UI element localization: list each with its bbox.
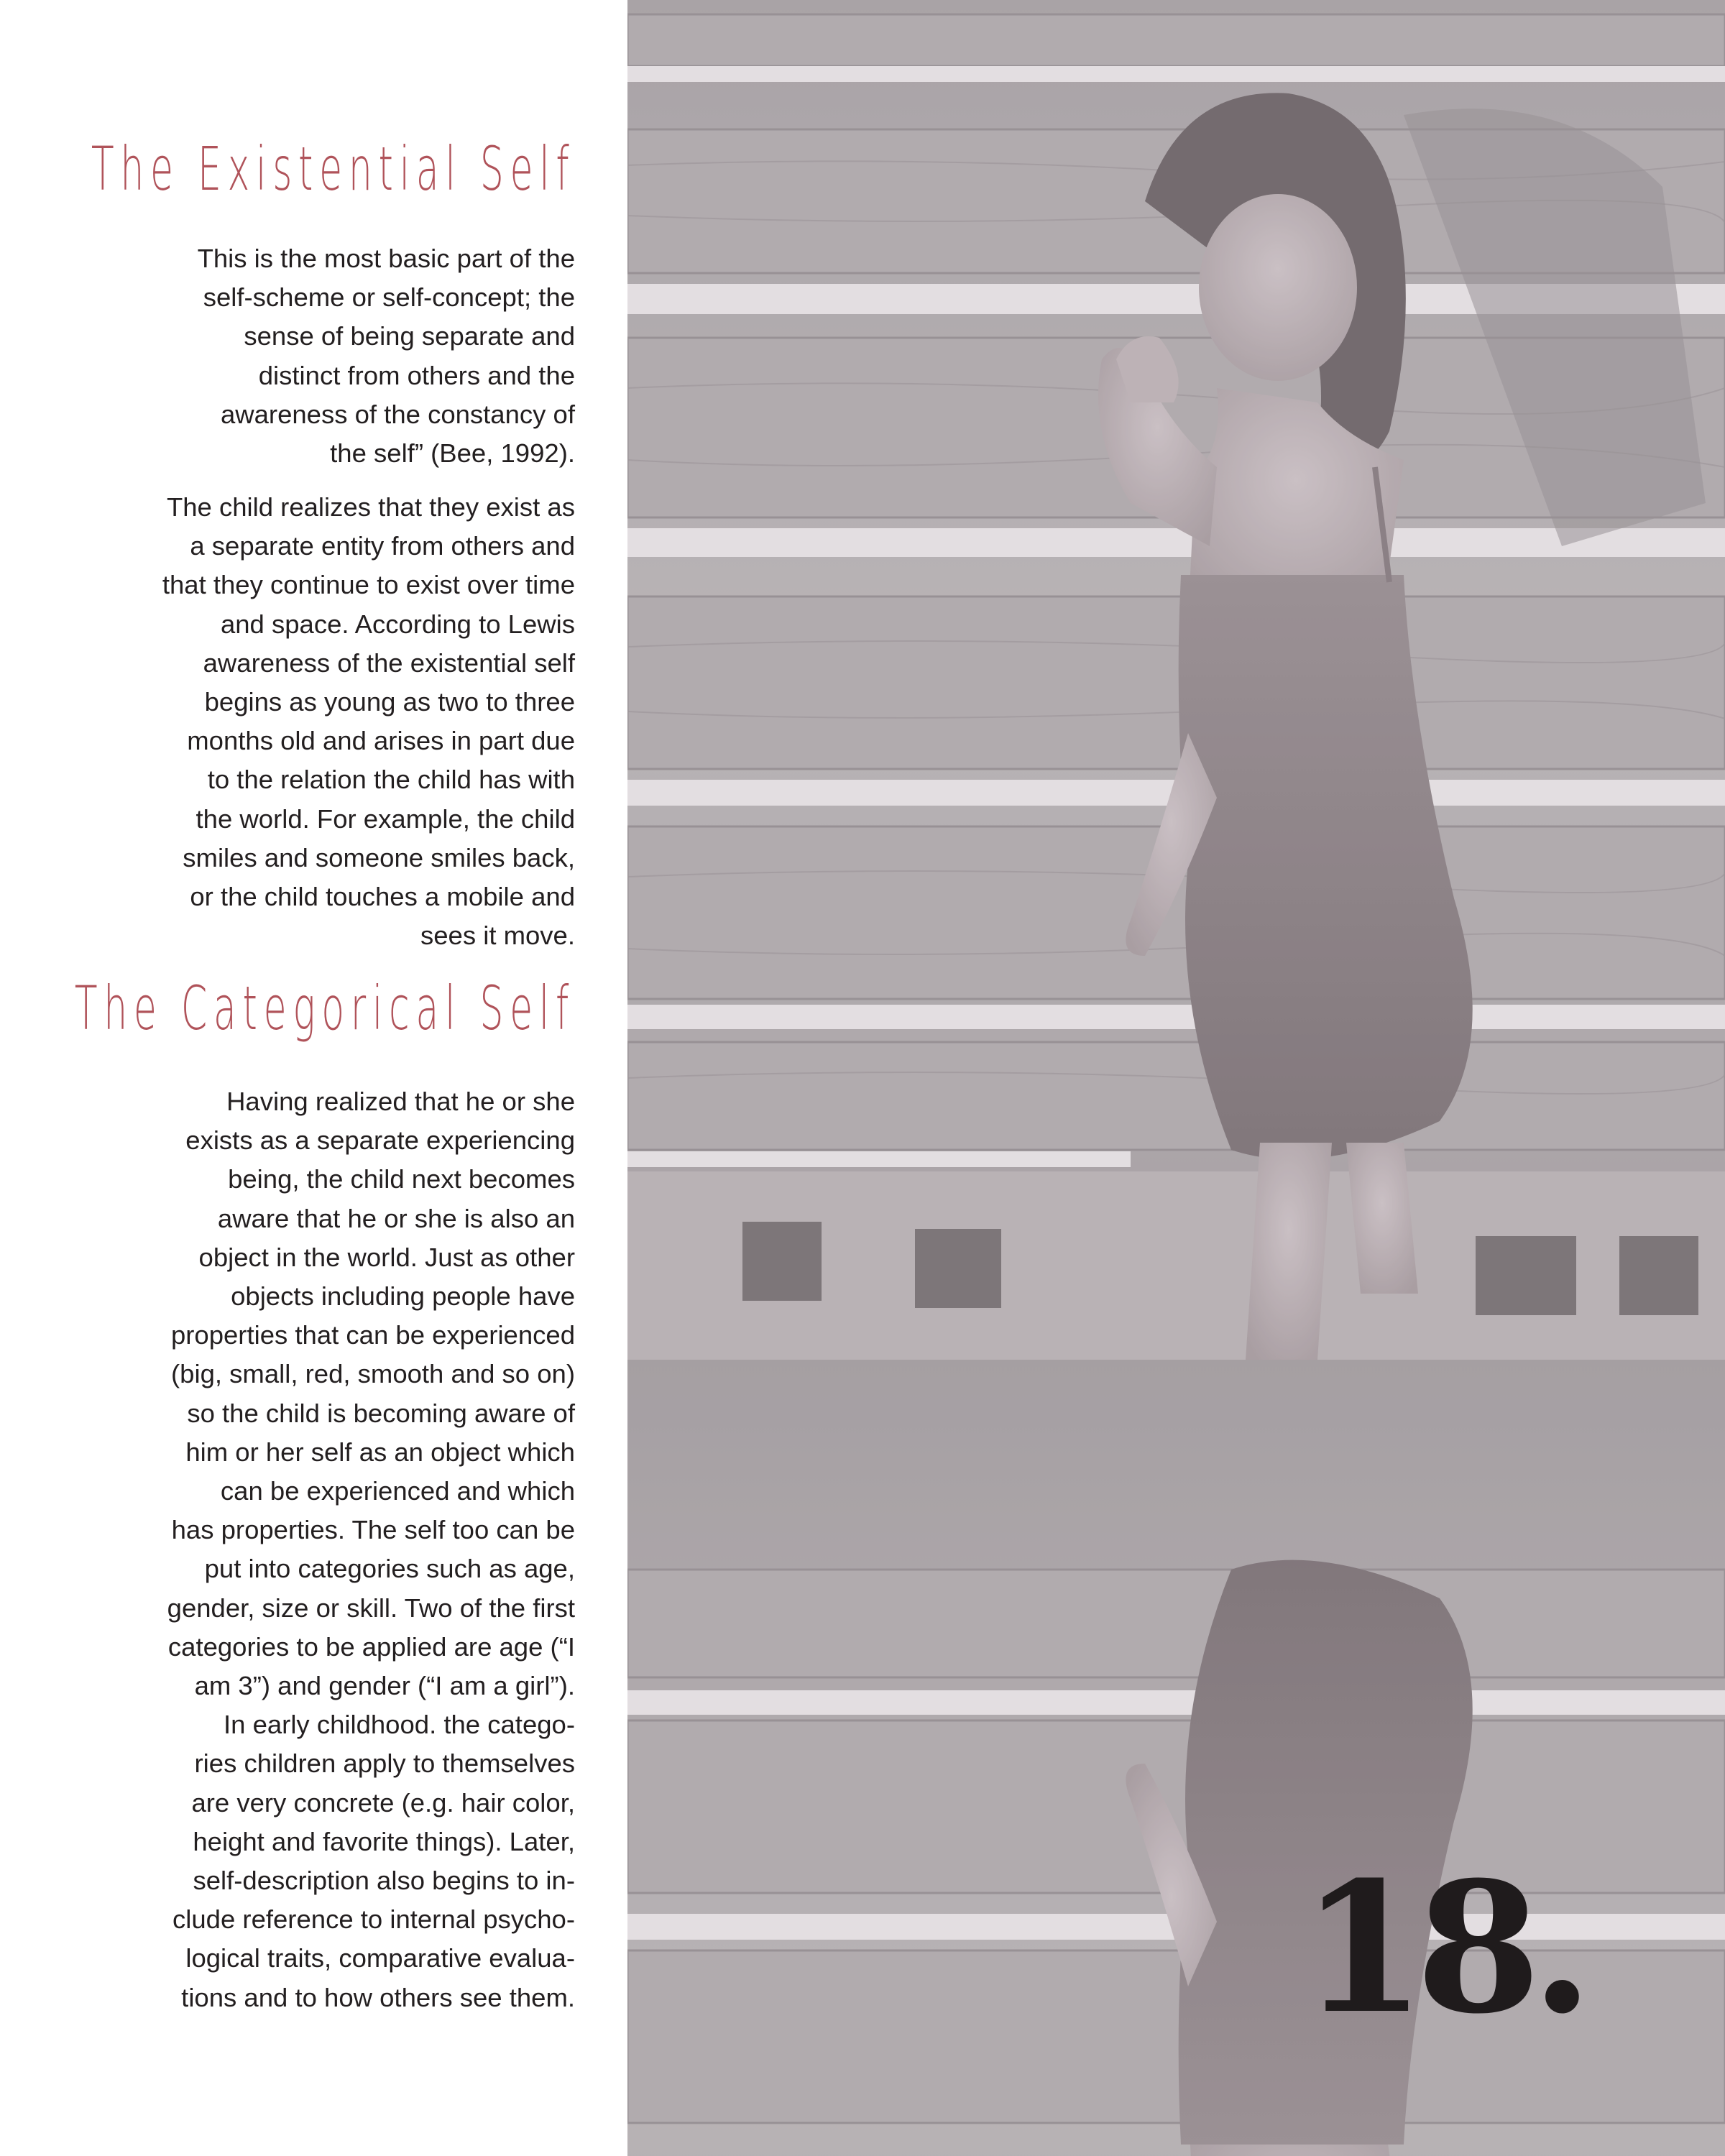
- text-line: the world. For example, the child: [196, 803, 575, 834]
- text-column: [74, 0, 575, 2156]
- text-line: aware that he or she is also an: [217, 1203, 575, 1233]
- text-line: has properties. The self too can be: [171, 1515, 575, 1545]
- text-line: Having realized that he or she: [226, 1087, 575, 1116]
- text-line: sees it move.: [420, 921, 575, 951]
- text-line: clude reference to internal psycho-: [172, 1904, 575, 1935]
- text-line: a separate entity from others and: [190, 531, 575, 561]
- text-line: This is the most basic part of the: [197, 244, 575, 273]
- text-line: exists as a separate experiencing: [185, 1125, 575, 1156]
- text-line: self-description also begins to in-: [193, 1866, 575, 1896]
- text-line: height and favorite things). Later,: [193, 1826, 575, 1856]
- text-line: so the child is becoming aware of: [187, 1398, 575, 1428]
- text-line: (big, small, red, smooth and so on): [171, 1359, 575, 1389]
- text-line: are very concrete (e.g. hair color,: [191, 1787, 575, 1818]
- text-line: put into categories such as age,: [204, 1554, 575, 1584]
- photo-upper-scene: [627, 0, 1725, 1360]
- text-line: tions and to how others see them.: [181, 1982, 575, 2012]
- text-line: awareness of the constancy of: [220, 399, 575, 429]
- text-line: and space. According to Lewis: [220, 609, 575, 639]
- paragraph-existential-development: [101, 488, 575, 955]
- text-line: him or her self as an object which: [185, 1437, 575, 1467]
- text-line: smiles and someone smiles back,: [183, 842, 575, 872]
- text-line: The child realizes that they exist as: [166, 492, 575, 522]
- section-heading-existential-self: The Existential Self: [91, 134, 575, 204]
- text-line: am 3”) and gender (“I am a girl”).: [194, 1671, 575, 1701]
- text-line: self-scheme or self-concept; the: [203, 282, 575, 313]
- text-line: ries children apply to themselves: [194, 1749, 575, 1779]
- text-line: being, the child next becomes: [228, 1164, 575, 1194]
- photo-woman-with-reflection: [627, 0, 1725, 2156]
- text-line: object in the world. Just as other: [198, 1242, 575, 1272]
- paragraph-categorical-self: [101, 1082, 575, 2017]
- text-line: months old and arises in part due: [187, 726, 575, 756]
- text-line: the self” (Bee, 1992).: [330, 438, 575, 469]
- text-line: logical traits, comparative evalua-: [185, 1943, 575, 1973]
- text-line: categories to be applied are age (“I: [167, 1631, 575, 1662]
- text-line: gender, size or skill. Two of the first: [167, 1593, 575, 1623]
- text-line: awareness of the existential self: [203, 648, 575, 678]
- text-line: distinct from others and the: [258, 360, 575, 390]
- text-line: In early childhood. the catego-: [223, 1710, 575, 1740]
- text-line: objects including people have: [231, 1281, 575, 1312]
- text-line: begins as young as two to three: [204, 687, 575, 717]
- text-line: to the relation the child has with: [207, 765, 575, 795]
- text-line: sense of being separate and: [244, 321, 575, 351]
- section-heading-categorical-self: The Categorical Self: [74, 973, 575, 1044]
- text-line: properties that can be experienced: [170, 1320, 575, 1350]
- page-number: 18.: [1301, 1842, 1583, 2053]
- text-line: that they continue to exist over time: [162, 570, 575, 600]
- paragraph-existential-definition: [101, 239, 575, 473]
- text-line: can be experienced and which: [220, 1476, 575, 1506]
- text-line: or the child touches a mobile and: [190, 882, 575, 912]
